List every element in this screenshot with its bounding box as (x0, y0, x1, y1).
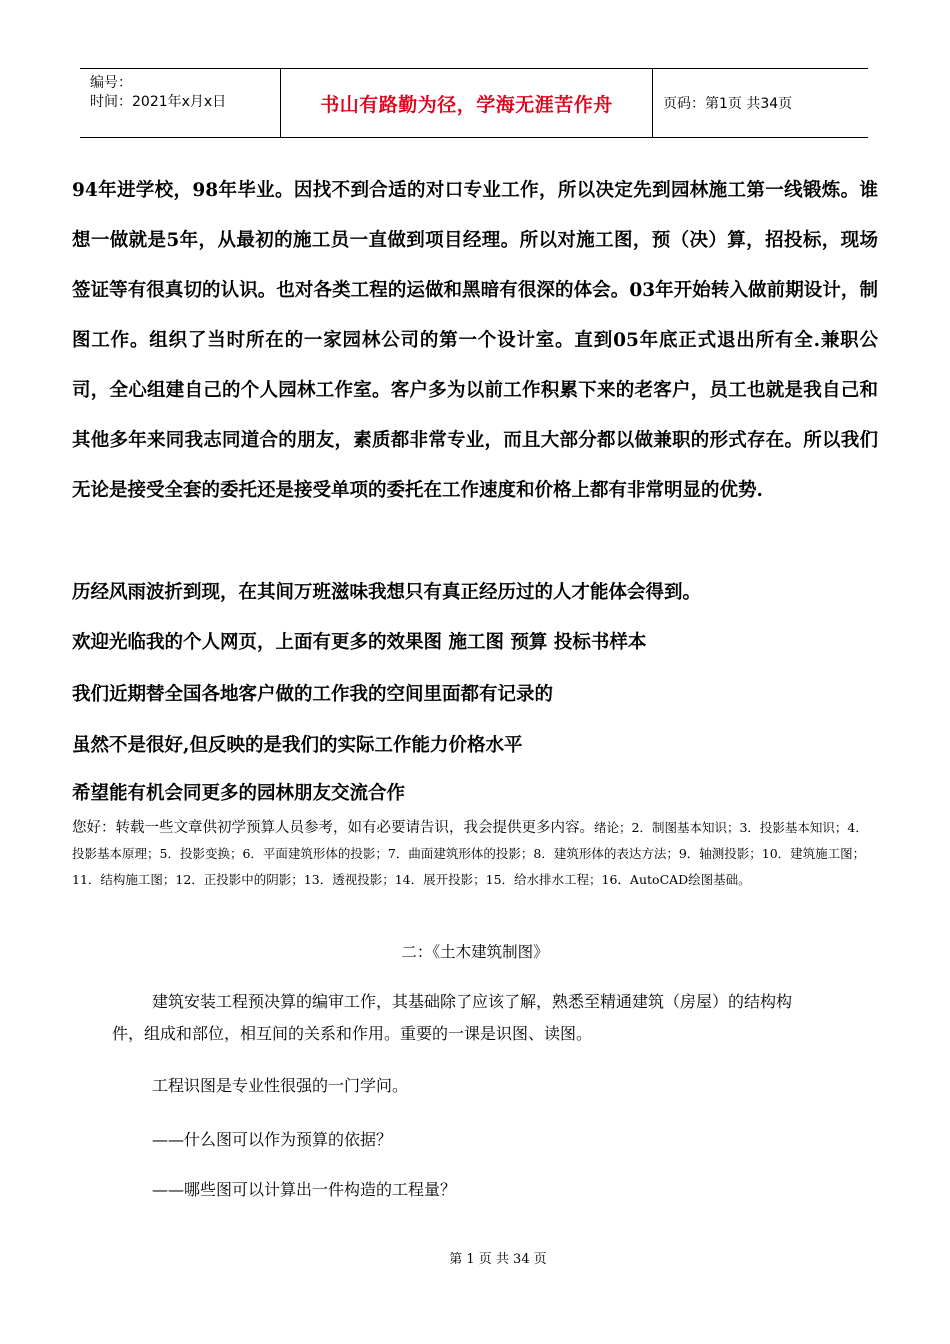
bold-line-2: 欢迎光临我的个人网页，上面有更多的效果图 施工图 预算 投标书样本 (72, 632, 647, 653)
page-footer: 第 1 页 共 34 页 (449, 1252, 547, 1267)
body-line-1: 工程识图是专业性很强的一门学问。 (152, 1076, 409, 1095)
bold-line-1: 历经风雨波折到现，在其间万班滋味我想只有真正经历过的人才能体会得到。 (72, 582, 702, 603)
notice-lead: 您好：转载一些文章供初学预算人员参考，如有必要请告识，我会提供更多内容。 (72, 820, 594, 836)
body-line-2: ——什么图可以作为预算的依据？ (152, 1130, 393, 1149)
header-page-cell (653, 69, 868, 137)
bold-line-5: 希望能有机会同更多的园林朋友交流合作 (72, 783, 406, 804)
notice-paragraph (72, 815, 878, 893)
bold-line-3: 我们近期替全国各地客户做的工作我的空间里面都有记录的 (72, 684, 554, 705)
document-date: 时间：2021年x月x日 (90, 94, 227, 110)
header-meta-cell (80, 69, 281, 137)
header-motto: 书山有路勤为径，学海无涯苦作舟 (320, 93, 613, 116)
document-header (80, 68, 868, 138)
body-paragraph: 建筑安装工程预决算的编审工作，其基础除了应该了解，熟悉至精通建筑（房屋）的结构构件，组成和部位，相互间的关系和作用。重要的一课是识图、读图。 (112, 992, 793, 1043)
notice-toc: 绪论；2．制图基本知识；3．投影基本知识；4．投影基本原理；5．投影变换；6．平面建筑形体的投影；7．曲面建筑形体的投影；8．建筑形体的表达方法；9．轴测投影；10．建筑施工图；11．结构施工图；12．正投影中的阴影；13．透视投影；14．展开投影；15．给水排水工程；16．AutoCAD绘图基础。 (72, 820, 868, 887)
bold-line-4: 虽然不是很好,但反映的是我们的实际工作能力价格水平 (72, 735, 523, 756)
header-page-info: 页码：第1页 共34页 (663, 96, 793, 112)
intro-paragraph: 94年进学校，98年毕业。因找不到合适的对口专业工作，所以决定先到园林施工第一线锻炼。谁想一做就是5年，从最初的施工员一直做到项目经理。所以对施工图，预（决）算，招投标，现场签证等有很真切的认识。也对各类工程的运做和黑暗有很深的体会。03年开始转入做前期设计，制图工作。组织了当时所在的一家园林公司的第一个设计室。直到05年底正式退出所有全.兼职公司，全心组建自己的个人园林工作室。客户多为以前工作积累下来的老客户，员工也就是我自己和其他多年来同我志同道合的朋友，素质都非常专业，而且大部分都以做兼职的形式存在。所以我们无论是接受全套的委托还是接受单项的委托在工作速度和价格上都有非常明显的优势. (72, 180, 878, 501)
section-title: 二：《土木建筑制图》 (401, 943, 549, 961)
document-code-label: 编号： (90, 75, 132, 91)
body-line-3: ——哪些图可以计算出一件构造的工程量？ (152, 1180, 457, 1199)
header-motto-cell (281, 69, 653, 137)
